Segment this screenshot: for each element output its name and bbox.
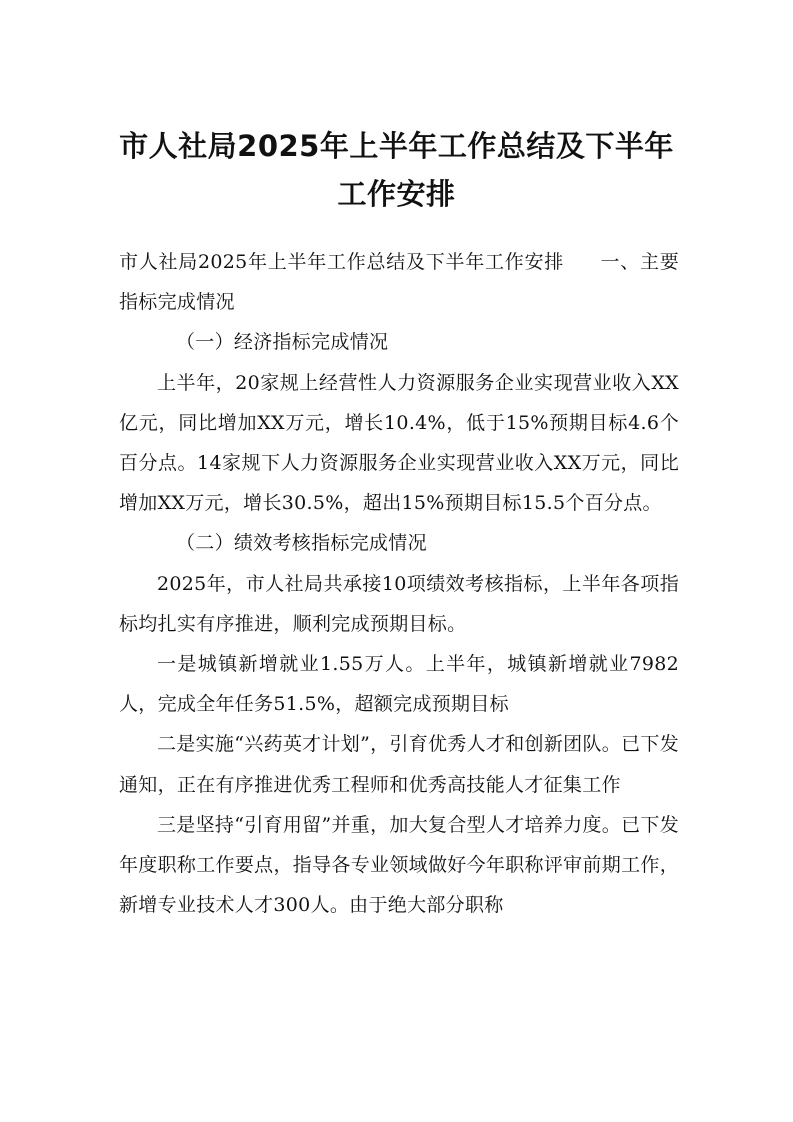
paragraph-item-talent-plan: 二是实施“兴药英才计划”，引育优秀人才和创新团队。已下发通知，正在有序推进优秀工程师和优秀高技能人才征集工作 <box>119 733 679 796</box>
document-title-line-2: 工作安排 <box>337 177 456 211</box>
paragraph-economic-indicators: 上半年，20家规上经营性人力资源服务企业实现营业收入XX亿元，同比增加XX万元，增长10.4%，低于15%预期目标4.6个百分点。14家规下人力资源服务企业实现营业收入XX万元，同比增加XX万元，增长30.5%，超出15%预期目标15.5个百分点。 <box>119 371 679 515</box>
section-1-heading: 一、主要指标完成情况 <box>119 251 679 314</box>
paragraph-item-employment: 一是城镇新增就业1.55万人。上半年，城镇新增就业7982人，完成全年任务51.5%，超额完成预期目标 <box>119 653 679 716</box>
subsection-1-heading: （一）经济指标完成情况 <box>176 331 389 354</box>
paragraph-item-talent-training: 三是坚持“引育用留”并重，加大复合型人才培养力度。已下发年度职称工作要点，指导各专业领域做好今年职称评审前期工作，新增专业技术人才300人。由于绝大部分职称 <box>119 813 679 917</box>
subsection-2-heading: （二）绩效考核指标完成情况 <box>176 532 427 555</box>
paragraph-performance-indicators: 2025年，市人社局共承接10项绩效考核指标，上半年各项指标均扎实有序推进，顺利完成预期目标。 <box>119 572 679 635</box>
intro-paragraph <box>119 242 679 322</box>
document-body <box>119 242 679 925</box>
document-title-line-1: 市人社局2025年上半年工作总结及下半年 <box>119 129 674 163</box>
intro-text: 市人社局2025年上半年工作总结及下半年工作安排 <box>119 251 564 273</box>
